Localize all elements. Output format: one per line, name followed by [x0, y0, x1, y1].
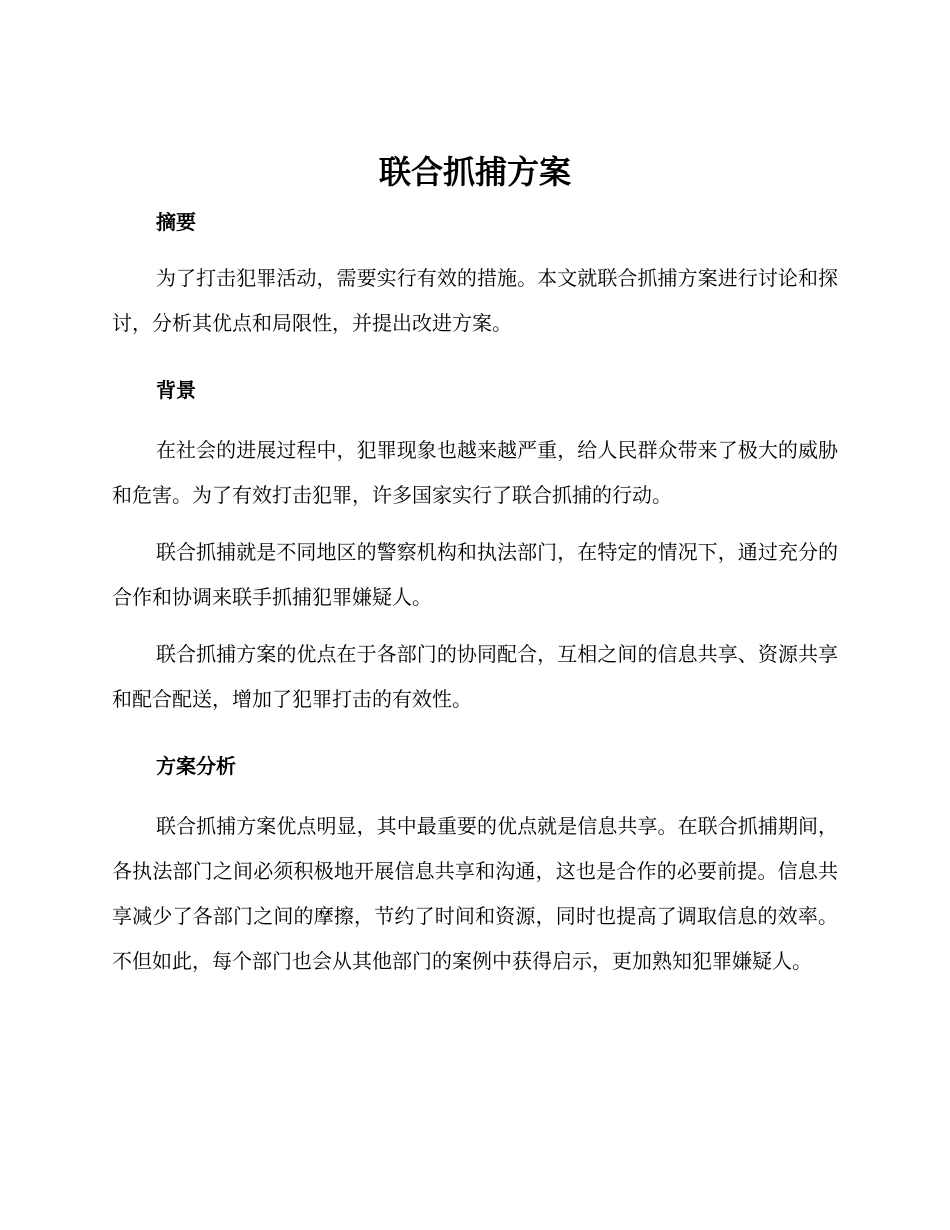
section-heading-background: 背景	[156, 378, 196, 402]
section-heading-analysis: 方案分析	[156, 754, 236, 778]
section-heading-abstract: 摘要	[156, 210, 196, 234]
document-title: 联合抓捕方案	[378, 153, 571, 191]
section-abstract	[112, 206, 838, 346]
background-paragraph-3: 联合抓捕方案的优点在于各部门的协同配合，互相之间的信息共享、资源共享和配合配送，增加了犯罪打击的有效性。	[112, 642, 838, 711]
background-paragraph-1: 在社会的进展过程中，犯罪现象也越来越严重，给人民群众带来了极大的威胁和危害。为了有效打击犯罪，许多国家实行了联合抓捕的行动。	[112, 438, 838, 507]
abstract-paragraph: 为了打击犯罪活动，需要实行有效的措施。本文就联合抓捕方案进行讨论和探讨，分析其优点和局限性，并提出改进方案。	[112, 266, 838, 335]
section-background	[112, 374, 838, 722]
analysis-paragraph-1: 联合抓捕方案优点明显，其中最重要的优点就是信息共享。在联合抓捕期间，各执法部门之间必须积极地开展信息共享和沟通，这也是合作的必要前提。信息共享减少了各部门之间的摩擦，节约了时间和资源，同时也提高了调取信息的效率。不但如此，每个部门也会从其他部门的案例中获得启示，更加熟知犯罪嫌疑人。	[112, 814, 838, 973]
section-analysis	[112, 750, 838, 984]
background-paragraph-2: 联合抓捕就是不同地区的警察机构和执法部门，在特定的情况下，通过充分的合作和协调来联手抓捕犯罪嫌疑人。	[112, 540, 838, 609]
